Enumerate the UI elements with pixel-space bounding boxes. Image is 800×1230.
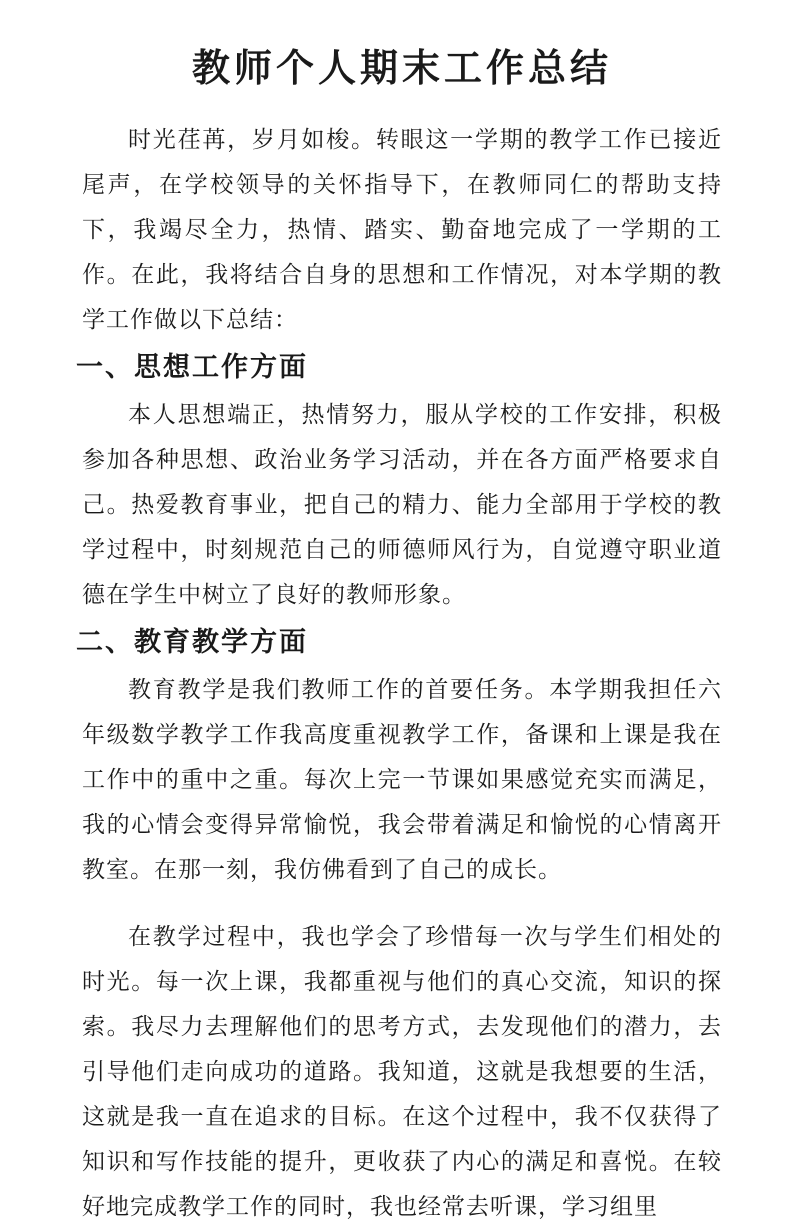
section-heading-thought: 一、思想工作方面 (76, 352, 308, 383)
document-title: 教师个人期末工作总结 (191, 45, 612, 90)
teaching-paragraph-2: 在教学过程中，我也学会了珍惜每一次与学生们相处的时光。每一次上课，我都重视与他们的真心交流，知识的探索。我尽力去理解他们的思考方式，去发现他们的潜力，去引导他们走向成功的道路。我知道，这就是我想要的生活，这就是我一直在追求的目标。在这个过程中，我不仅获得了知识和写作技能的提升，更收获了内心的满足和喜悦。在较好地完成教学工作的同时，我也经常去听课，学习组里 (82, 924, 722, 1220)
intro-paragraph: 时光荏苒，岁月如梭。转眼这一学期的教学工作已接近尾声，在学校领导的关怀指导下，在教师同仁的帮助支持下，我竭尽全力，热情、踏实、勤奋地完成了一学期的工作。在此，我将结合自身的思想和工作情况，对本学期的教学工作做以下总结： (82, 127, 722, 333)
teaching-paragraph-1: 教育教学是我们教师工作的首要任务。本学期我担任六年级数学教学工作我高度重视教学工作，备课和上课是我在工作中的重中之重。每次上完一节课如果感觉充实而满足，我的心情会变得异常愉悦，我会带着满足和愉悦的心情离开教室。在那一刻，我仿佛看到了自己的成长。 (82, 677, 722, 883)
section-heading-teaching: 二、教育教学方面 (76, 627, 308, 658)
thought-paragraph: 本人思想端正，热情努力，服从学校的工作安排，积极参加各种思想、政治业务学习活动，并在各方面严格要求自己。热爱教育事业，把自己的精力、能力全部用于学校的教学过程中，时刻规范自己的师德师风行为，自觉遵守职业道德在学生中树立了良好的教师形象。 (82, 402, 722, 608)
paragraph-gap (82, 893, 722, 915)
